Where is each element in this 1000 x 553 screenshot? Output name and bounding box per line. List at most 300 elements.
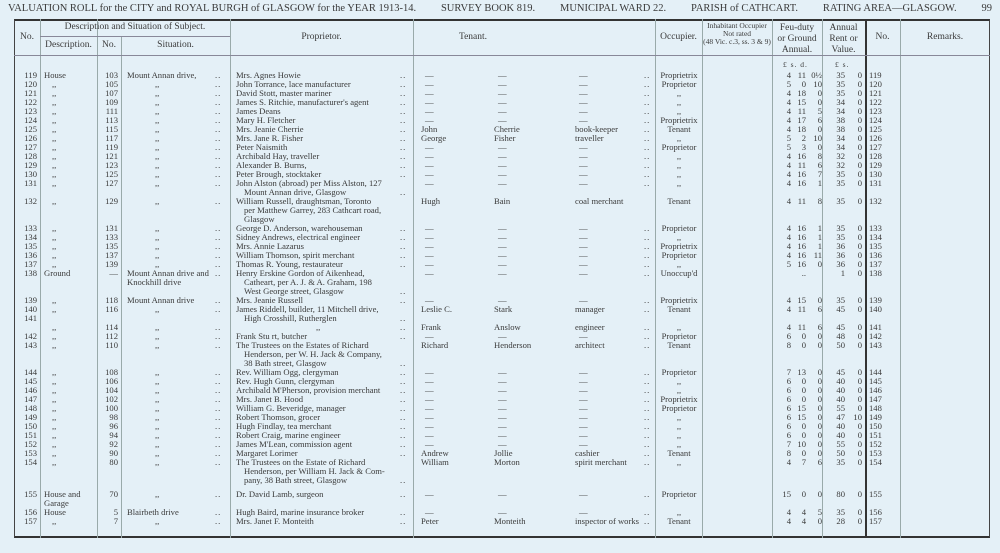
situation-line: ,,	[155, 385, 160, 395]
tenant-surname: —	[498, 106, 507, 116]
rent-shillings: 0	[857, 196, 862, 206]
occupier: ,,	[676, 385, 682, 395]
feu-shillings: 16	[797, 169, 806, 179]
entry-number-line: 145	[24, 376, 37, 386]
entry-number	[14, 341, 37, 350]
situation	[127, 517, 159, 526]
entry-number-line: 122	[24, 97, 37, 107]
entry-number-repeat: 153	[869, 448, 882, 458]
proprietor-line: High Crosshill, Rutherglen	[244, 313, 337, 323]
tenant-surname: —	[498, 70, 507, 80]
tenant-occupation: —	[579, 250, 588, 260]
feu-pence: 0	[817, 421, 822, 431]
house-number: 7	[113, 516, 118, 527]
proprietor-line: Robert Thomson, grocer	[236, 412, 321, 422]
entry-number-repeat: 124	[869, 115, 882, 125]
feu-shillings: 11	[797, 106, 806, 116]
situation-line: ,,	[155, 106, 160, 116]
description-line: ,,	[52, 421, 57, 431]
tenant-surname: —	[498, 142, 507, 152]
tenant-surname: —	[498, 259, 507, 269]
tenant-first-name: —	[425, 295, 434, 305]
entry-number-line: 121	[24, 88, 37, 98]
feu-pence: 8	[817, 151, 822, 161]
feu-pounds: 4	[786, 124, 791, 134]
feu-pounds: 4	[786, 232, 791, 242]
house-number: 107	[105, 88, 118, 98]
entry-number-line: 153	[24, 448, 37, 458]
feu-pence: 0	[817, 394, 822, 404]
feu-pence: 8	[817, 196, 822, 206]
tenant-first-name: Frank	[421, 322, 442, 332]
column-rule	[702, 19, 703, 538]
feu-pounds: 4	[786, 169, 791, 179]
rent-pounds: 35	[836, 223, 845, 233]
tenant-occupation: —	[579, 142, 588, 152]
house-number: 105	[105, 79, 118, 89]
proprietor-line: Mrs. Jeanie Russell	[236, 295, 304, 305]
header-line: Not rated	[722, 29, 752, 38]
situation-line: ,,	[155, 403, 160, 413]
feu-pence: 0	[817, 259, 822, 269]
feu-pounds: 7	[786, 367, 791, 377]
entry-number-line: 152	[24, 439, 37, 449]
tenant-first-name: —	[425, 106, 434, 116]
rent-shillings: 0	[857, 403, 862, 413]
rent-shillings: 0	[857, 169, 862, 179]
proprietor-line: Mrs. Janet B. Hood	[236, 394, 304, 404]
tenant-surname: —	[498, 97, 507, 107]
entry-number-line: 124	[24, 115, 37, 125]
tenant-occupation: book-keeper	[575, 124, 618, 134]
proprietor	[236, 269, 372, 296]
entry-number-line: 149	[24, 412, 37, 422]
situation-line: ,,	[155, 489, 160, 500]
rent-shillings: 0	[857, 259, 862, 269]
tenant-first-name: —	[425, 367, 434, 377]
feu-shillings: 15	[797, 97, 806, 107]
situation-line: ,,	[155, 457, 160, 467]
tenant-surname: —	[498, 223, 507, 233]
entry-number-line: 125	[24, 124, 37, 134]
rent-pounds: 32	[836, 160, 845, 170]
proprietor	[236, 305, 379, 323]
description-line: ,,	[52, 169, 57, 179]
description-line: ,,	[52, 79, 57, 89]
entry-number-repeat: 136	[869, 250, 882, 260]
header-no-2: No.	[875, 32, 890, 42]
house-number: 116	[105, 304, 118, 314]
occupier: ,,	[676, 430, 682, 440]
description-line: ,,	[52, 295, 57, 305]
feu-pence: 6	[817, 322, 822, 332]
entry-number-line: 146	[24, 385, 37, 395]
house-number: 110	[105, 340, 118, 350]
feu-shillings: 11	[797, 322, 806, 332]
rent-shillings: 0	[857, 79, 862, 89]
entry-number-line: 135	[24, 241, 37, 251]
tenant-occupation: —	[579, 489, 588, 500]
column-rule	[121, 36, 122, 538]
house-number: 112	[105, 331, 118, 341]
feu-pence: 6	[817, 457, 822, 467]
situation-line: ,,	[155, 232, 160, 242]
tenant-first-name: Leslie C.	[421, 304, 453, 314]
entry-number-repeat: 148	[869, 403, 882, 413]
description-line: ,,	[52, 223, 57, 233]
house-number: —	[109, 268, 118, 278]
proprietor	[236, 458, 385, 485]
rent-shillings: 0	[857, 457, 862, 467]
entry-number-line: 131	[24, 178, 37, 188]
entry-number-line: 154	[24, 457, 37, 467]
feu-pounds: 4	[786, 196, 791, 206]
feu-shillings: 16	[797, 223, 806, 233]
rent-pounds: 35	[836, 169, 845, 179]
tenant-occupation: —	[579, 97, 588, 107]
house-number: 139	[105, 259, 118, 269]
description-line: ,,	[52, 124, 57, 134]
tenant-surname: —	[498, 295, 507, 305]
tenant-occupation: —	[579, 106, 588, 116]
feu-shillings: 11	[797, 70, 806, 80]
header-description-group: Description and Situation of Subject.	[64, 22, 206, 32]
rent-pounds: 55	[836, 439, 845, 449]
situation-line: ,,	[155, 394, 160, 404]
rent-pounds: 50	[836, 340, 845, 350]
rent-shillings: 0	[857, 151, 862, 161]
house-number: 114	[105, 322, 118, 332]
situation-line: ,,	[155, 421, 160, 431]
house-number: 113	[105, 115, 118, 125]
tenant-surname: —	[498, 430, 507, 440]
proprietor-line: William G. Beveridge, manager	[236, 403, 346, 413]
situation	[127, 296, 194, 305]
occupier: Proprietor	[661, 403, 697, 413]
entry-number-line: 156	[24, 507, 37, 518]
proprietor-line: Mrs. Jeanie Cherrie	[236, 124, 304, 134]
tenant-first-name: —	[425, 241, 434, 251]
feu-shillings: 13	[797, 367, 806, 377]
proprietor	[236, 517, 314, 526]
rent-shillings: 0	[857, 88, 862, 98]
entry-number-line: 148	[24, 403, 37, 413]
tenant-first-name: —	[425, 160, 434, 170]
situation	[127, 305, 159, 314]
description-line: ,,	[52, 430, 57, 440]
situation-line: ,,	[155, 367, 160, 377]
entry-number-line: 130	[24, 169, 37, 179]
rent-shillings: 0	[857, 223, 862, 233]
rent-pounds: 28	[836, 516, 845, 527]
occupier: Proprietrix	[660, 241, 698, 251]
rent-pounds: 34	[836, 97, 845, 107]
rent-shillings: 10	[853, 412, 862, 422]
feu-shillings: ..	[801, 268, 806, 278]
feu-pounds: 15	[782, 489, 791, 500]
occupier: Tenant	[667, 124, 691, 134]
description-line: ,,	[52, 259, 57, 269]
description-line: ,,	[52, 385, 57, 395]
feu-pounds: 6	[786, 385, 791, 395]
rent-units: £ s.	[835, 60, 850, 69]
situation-line: ,,	[155, 79, 160, 89]
header-line: Inhabitant Occupier	[707, 21, 767, 30]
feu-pence: 0	[817, 124, 822, 134]
tenant-first-name: —	[425, 169, 434, 179]
header-inhabitant-occupier	[703, 22, 771, 46]
feu-shillings: 16	[797, 241, 806, 251]
entry-number-line: 134	[24, 232, 37, 242]
entry-number-repeat: 135	[869, 241, 882, 251]
feu-pence: 0	[817, 340, 822, 350]
house-number: 98	[109, 412, 118, 422]
tenant-occupation: —	[579, 151, 588, 161]
feu-pounds: 6	[786, 403, 791, 413]
entry-number-repeat: 156	[869, 507, 882, 518]
occupier: ,,	[676, 376, 682, 386]
description-line: House	[44, 70, 66, 80]
occupier: Tenant	[667, 516, 691, 527]
description	[44, 341, 56, 350]
proprietor-line: Frank Stu rt, butcher	[236, 331, 308, 341]
situation-line: ,,	[155, 97, 160, 107]
entry-number-repeat: 154	[869, 457, 882, 467]
proprietor-line: ,,	[316, 322, 321, 332]
header-line: Value.	[831, 45, 856, 55]
tenant-surname: Cherrie	[494, 124, 520, 134]
proprietor-line: Rev. William Ogg, clergyman	[236, 367, 339, 377]
tenant-occupation: —	[579, 70, 588, 80]
description-line: ,,	[52, 115, 57, 125]
tenant-first-name: —	[425, 507, 434, 518]
feu-pence: 6	[817, 160, 822, 170]
entry-number-repeat: 146	[869, 385, 882, 395]
occupier: ,,	[676, 507, 682, 518]
situation-line: Mount Annan drive,	[127, 70, 197, 80]
tenant-occupation: —	[579, 115, 588, 125]
description-line: ,,	[52, 196, 57, 206]
entry-number-repeat: 125	[869, 124, 882, 134]
tenant-occupation: —	[579, 160, 588, 170]
rent-shillings: 0	[857, 232, 862, 242]
tenant-occupation: —	[579, 259, 588, 269]
page-number: 99	[981, 3, 992, 14]
title-bar	[8, 3, 992, 14]
proprietor-line: John Torrance, lace manufacturer	[236, 79, 351, 89]
tenant-occupation: —	[579, 178, 588, 188]
feu-pounds: 6	[786, 412, 791, 422]
feu-pence: 0	[817, 376, 822, 386]
house-number: 108	[105, 367, 118, 377]
tenant-occupation: —	[579, 507, 588, 518]
tenant-first-name: —	[425, 178, 434, 188]
entry-number-repeat: 131	[869, 178, 882, 188]
house-number: 135	[105, 241, 118, 251]
proprietor-line: William Russell, draughtsman, Toronto	[236, 196, 372, 206]
entry-number	[14, 490, 37, 499]
entry-number-line: 133	[24, 223, 37, 233]
feu-pence: 0	[817, 295, 822, 305]
situation	[127, 490, 159, 499]
feu-shillings: 15	[797, 403, 806, 413]
entry-number	[14, 458, 37, 467]
entry-number-line: 157	[24, 516, 37, 527]
header-situation: Situation.	[157, 40, 194, 50]
survey-book: SURVEY BOOK 819.	[440, 3, 536, 14]
entry-number-repeat: 128	[869, 151, 882, 161]
entry-number-repeat: 150	[869, 421, 882, 431]
rent-pounds: 35	[836, 295, 845, 305]
situation-line: ,,	[155, 160, 160, 170]
description	[44, 490, 81, 508]
tenant-surname: —	[498, 507, 507, 518]
tenant-first-name: —	[425, 232, 434, 242]
rent-shillings: 0	[857, 106, 862, 116]
tenant-surname: Anslow	[494, 322, 521, 332]
description-line: Ground	[44, 268, 71, 278]
rent-pounds: 35	[836, 88, 845, 98]
feu-pounds: 6	[786, 394, 791, 404]
situation-line: Knockhill drive	[127, 277, 182, 287]
tenant-surname: Monteith	[494, 516, 526, 527]
occupier: Proprietrix	[660, 295, 698, 305]
feu-pence: 0	[817, 97, 822, 107]
tenant-first-name: —	[425, 88, 434, 98]
proprietor-line: 38 Bath street, Glasgow	[244, 358, 327, 368]
feu-pence: 1	[817, 223, 822, 233]
occupier: Tenant	[667, 340, 691, 350]
rent-pounds: 38	[836, 124, 845, 134]
description	[44, 269, 70, 278]
situation-line: ,,	[155, 115, 160, 125]
header-number: No.	[102, 40, 116, 50]
tenant-occupation: —	[579, 88, 588, 98]
feu-pounds: 4	[786, 178, 791, 188]
header-line: Rent or	[829, 34, 858, 44]
tenant-surname: —	[498, 88, 507, 98]
feu-shillings: 4	[801, 516, 806, 527]
feu-pence: 0	[817, 367, 822, 377]
feu-pence: 0	[817, 403, 822, 413]
tenant-surname: —	[498, 160, 507, 170]
house-number: 119	[105, 142, 118, 152]
column-rule	[822, 19, 823, 538]
occupier: Proprietrix	[660, 115, 698, 125]
feu-shillings: 15	[797, 412, 806, 422]
description-line: ,,	[52, 106, 57, 116]
tenant-occupation: architect	[575, 340, 605, 350]
proprietor-line: Catheart, per A. J. & A. Graham, 198	[244, 277, 372, 287]
description-line: ,,	[52, 241, 57, 251]
feu-shillings: 4	[801, 507, 806, 518]
feu-pounds: 6	[786, 376, 791, 386]
description	[44, 517, 56, 526]
feu-pounds: 7	[786, 439, 791, 449]
entry-number-repeat: 132	[869, 196, 882, 206]
feu-pence: 0	[817, 88, 822, 98]
situation-line: ,,	[155, 448, 160, 458]
house-number: 111	[105, 106, 118, 116]
header-line: Annual	[829, 23, 858, 33]
description	[44, 305, 56, 314]
description-line: ,,	[52, 304, 57, 314]
rent-pounds: 35	[836, 457, 845, 467]
entry-number-line: 150	[24, 421, 37, 431]
feu-pence: 5	[817, 507, 822, 518]
tenant-occupation: —	[579, 385, 588, 395]
tenant-first-name: —	[425, 223, 434, 233]
tenant-occupation: traveller	[575, 133, 604, 143]
occupier: ,,	[676, 133, 682, 143]
entry-number	[14, 179, 37, 188]
feu-shillings: 0	[801, 79, 806, 89]
occupier: Proprietor	[661, 489, 697, 500]
situation	[127, 197, 159, 206]
feu-pounds: 4	[786, 223, 791, 233]
header-annual-rent	[822, 23, 865, 56]
tenant-first-name: Hugh	[421, 196, 441, 206]
feu-pence: 7	[817, 169, 822, 179]
description-line: ,,	[52, 439, 57, 449]
rent-shillings: 0	[857, 133, 862, 143]
proprietor-line: James S. Ritchie, manufacturer's agent	[236, 97, 369, 107]
tenant-first-name: —	[425, 268, 434, 278]
feu-pence: 10	[813, 133, 822, 143]
description-line: House and	[44, 489, 81, 500]
house-number: 106	[105, 376, 118, 386]
feu-pence: 0	[817, 430, 822, 440]
tenant-surname: Henderson	[494, 340, 532, 350]
situation	[127, 71, 196, 80]
rent-shillings: 0	[857, 376, 862, 386]
proprietor-line: Archibald M'Pherson, provision merchant	[236, 385, 381, 395]
feu-pounds: 5	[786, 259, 791, 269]
tenant-first-name: —	[425, 430, 434, 440]
entry-number-repeat: 157	[869, 516, 882, 527]
tenant-first-name: —	[425, 115, 434, 125]
situation-line: ,,	[155, 250, 160, 260]
tenant-first-name: —	[425, 97, 434, 107]
situation-line: ,,	[155, 124, 160, 134]
description-line: ,,	[52, 160, 57, 170]
feu-pence: 1	[817, 178, 822, 188]
proprietor-line: John Alston (abroad) per Miss Alston, 127	[236, 178, 382, 188]
roll-title: VALUATION ROLL for the CITY and ROYAL BURGH of GLASGOW for the YEAR 1913-14.	[8, 3, 417, 14]
description-line: ,,	[52, 376, 57, 386]
situation-line: ,,	[155, 331, 160, 341]
occupier: Proprietor	[661, 367, 697, 377]
feu-shillings: 16	[797, 232, 806, 242]
tenant-first-name: —	[425, 70, 434, 80]
description-line: ,,	[52, 367, 57, 377]
feu-pence: 5	[817, 106, 822, 116]
feu-shillings: 0	[801, 394, 806, 404]
tenant-first-name: Peter	[421, 516, 439, 527]
description-line: ,,	[52, 151, 57, 161]
house-number: 129	[105, 196, 118, 206]
situation-line: ,,	[155, 223, 160, 233]
feu-shillings: 0	[801, 421, 806, 431]
rent-pounds: 36	[836, 250, 845, 260]
proprietor	[236, 179, 382, 197]
occupier: ,,	[676, 439, 682, 449]
house-number: 109	[105, 97, 118, 107]
tenant-occupation: —	[579, 403, 588, 413]
proprietor-line: Hugh Baird, marine insurance broker	[236, 507, 365, 518]
entry-number	[14, 517, 37, 526]
proprietor-line: The Trustees on the Estates of Richard	[236, 340, 369, 350]
